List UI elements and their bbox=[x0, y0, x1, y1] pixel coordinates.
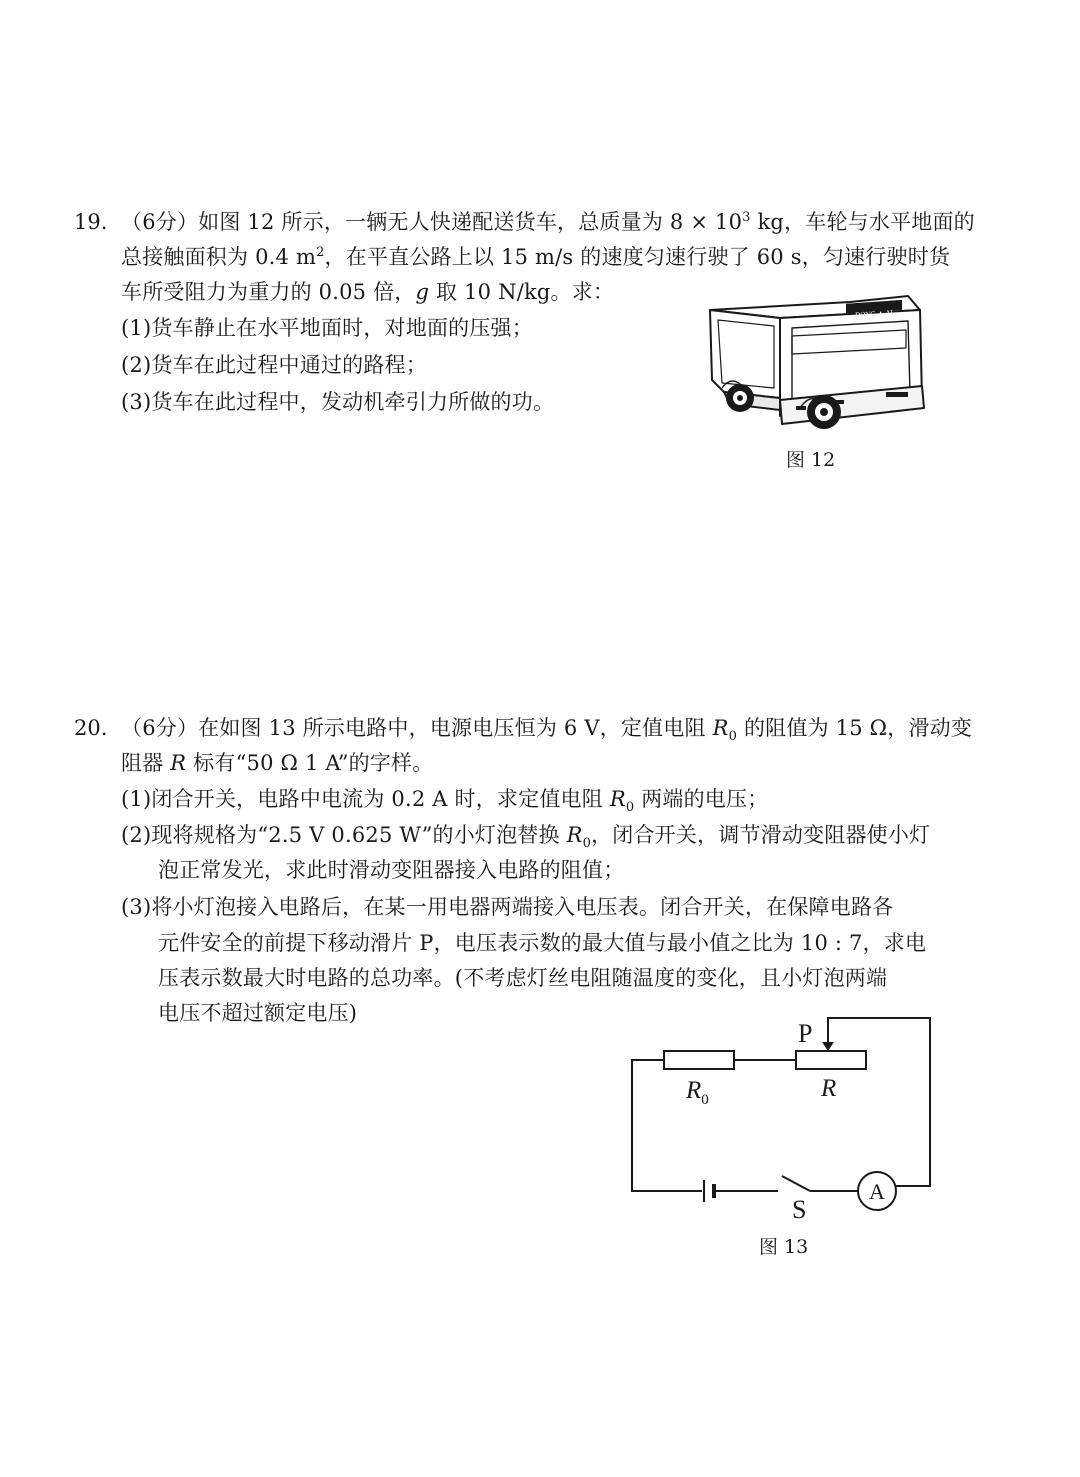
q20-number: 20. bbox=[74, 716, 108, 740]
label-r: R bbox=[821, 1075, 837, 1102]
label-r0: $R_0$ bbox=[686, 1077, 709, 1108]
q19-line-2: 总接触面积为 0.4 $m^2$，在平直公路上以 15 m/s 的速度匀速行驶了 60 s，匀速行驶时货 bbox=[121, 245, 951, 269]
switch-blade bbox=[782, 1176, 810, 1191]
figure-13-caption: 图 13 bbox=[759, 1236, 809, 1258]
q19-subquestion-1: (1)货车静止在水平地面时，对地面的压强； bbox=[121, 316, 533, 340]
wire-left bbox=[632, 1060, 664, 1186]
q20-subquestion-1: (1)闭合开关，电路中电流为 0.2 A 时，求定值电阻 $R_0$ 两端的电压； bbox=[121, 787, 769, 816]
q19-subquestion-2: (2)货车在此过程中通过的路程； bbox=[121, 353, 427, 377]
q20-subquestion-3-cont-3: 电压不超过额定电压) bbox=[158, 1001, 358, 1025]
figure-13-circuit bbox=[620, 1010, 940, 1225]
rheostat-r bbox=[796, 1051, 866, 1069]
q20-subquestion-3-cont-1: 元件安全的前提下移动滑片 P，电压表示数的最大值与最小值之比为 10 : 7，求电 bbox=[158, 931, 927, 955]
wire-battery-left bbox=[632, 1186, 702, 1191]
wire-slider-right bbox=[828, 1018, 930, 1186]
q20-line-2: 阻器 R 标有“50 Ω 1 A”的字样。 bbox=[121, 751, 434, 775]
label-ammeter-a: A bbox=[869, 1179, 885, 1204]
resistor-r0 bbox=[664, 1051, 734, 1069]
q19-subquestion-3: (3)货车在此过程中，发动机牵引力所做的功。 bbox=[121, 390, 555, 414]
figure-12-caption: 图 12 bbox=[786, 449, 836, 471]
q20-line-1: （6分）在如图 13 所示电路中，电源电压恒为 6 V，定值电阻 $R_0$ 的阻值为 15 Ω，滑动变 bbox=[121, 716, 973, 745]
slider-arrow bbox=[822, 1042, 834, 1051]
q19-line-1: （6分）如图 12 所示，一辆无人快递配送货车，总质量为 $8 \times 10^3$ kg，车轮与水平地面的 bbox=[121, 210, 975, 234]
figure-12-truck bbox=[700, 288, 932, 438]
q20-subquestion-3: (3)将小灯泡接入电路后，在某一用电器两端接入电压表。闭合开关，在保障电路各 bbox=[121, 895, 894, 919]
label-slider-p: P bbox=[798, 1019, 813, 1048]
q19-line-3: 车所受阻力为重力的 0.05 倍，g 取 10 N/kg。求： bbox=[121, 280, 615, 304]
truck-logo-text: DONG ▲ AI bbox=[855, 308, 893, 320]
label-switch-s: S bbox=[792, 1195, 807, 1224]
q19-number: 19. bbox=[74, 210, 108, 234]
q20-subquestion-3-cont-2: 压表示数最大时电路的总功率。(不考虑灯丝电阻随温度的变化，且小灯泡两端 bbox=[158, 966, 888, 990]
q20-subquestion-2: (2)现将规格为“2.5 V 0.625 W”的小灯泡替换 $R_0$，闭合开关，调节滑动变阻器使小灯 bbox=[121, 823, 931, 852]
q20-subquestion-2-cont: 泡正常发光，求此时滑动变阻器接入电路的阻值； bbox=[158, 858, 625, 882]
